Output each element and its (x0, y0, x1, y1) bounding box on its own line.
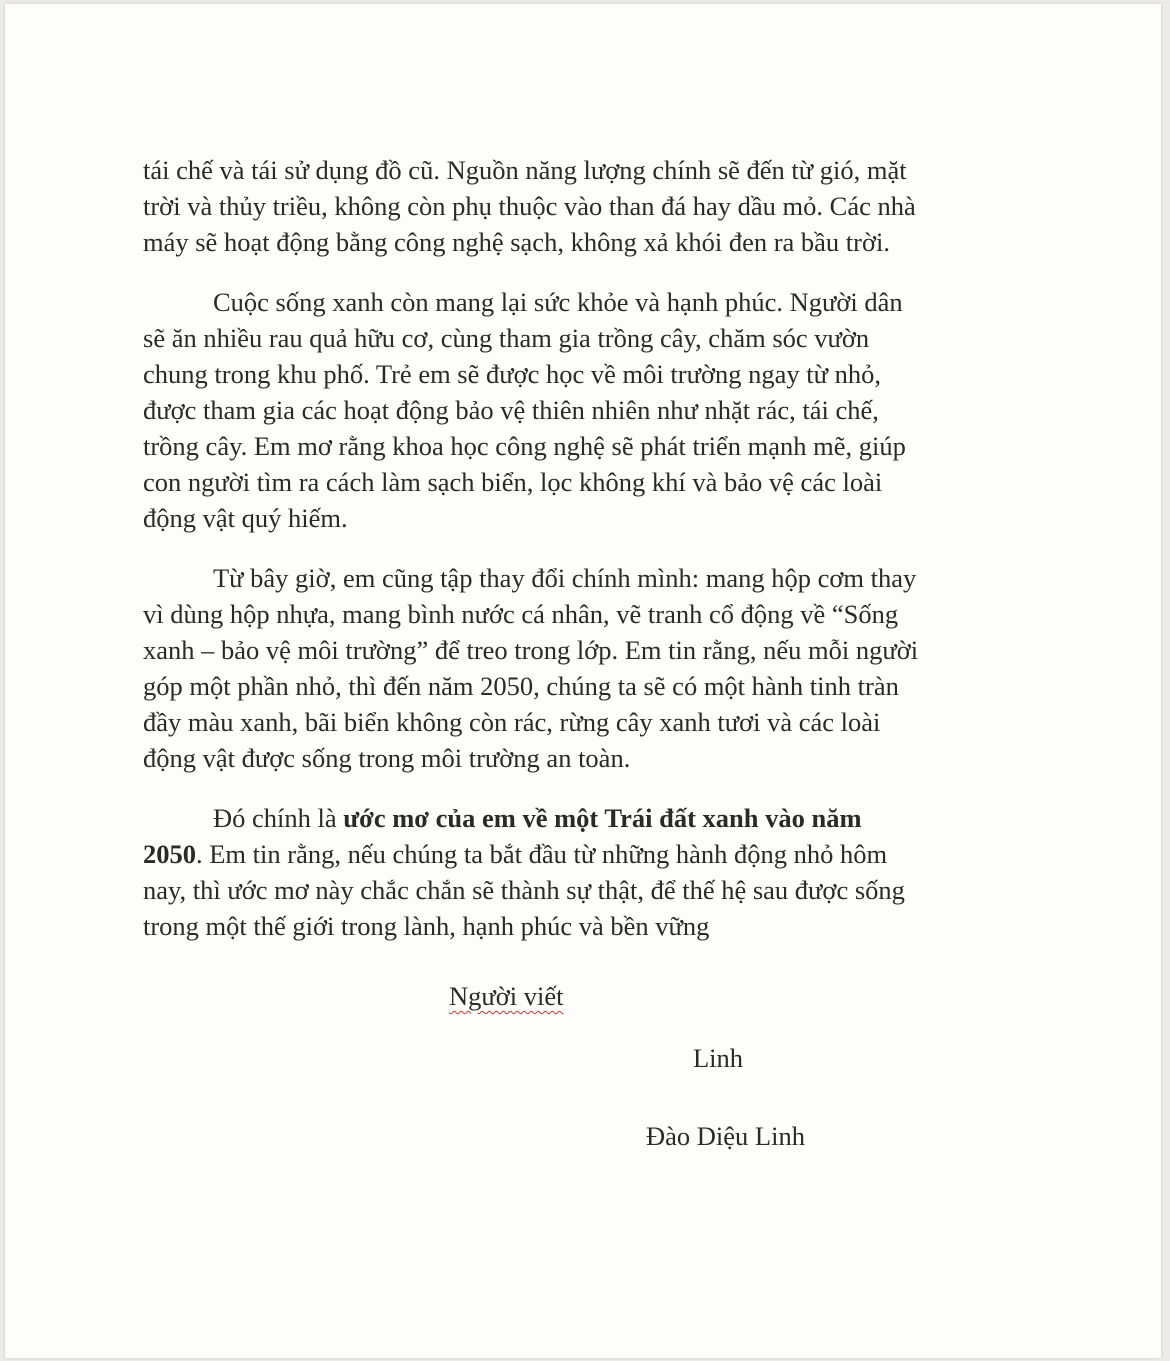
paragraph-2 (143, 284, 1043, 536)
paragraph-line: Cuộc sống xanh còn mang lại sức khỏe và hạnh phúc. Người dân (213, 287, 903, 317)
paragraph-line: Từ bây giờ, em cũng tập thay đổi chính mình: mang hộp cơm thay (213, 563, 917, 593)
essay-body (143, 152, 1043, 968)
paragraph-line: góp một phần nhỏ, thì đến năm 2050, chúng ta sẽ có một hành tinh tràn (143, 671, 899, 701)
closing-bold-phrase: ước mơ của em về một Trái đất xanh vào năm (343, 803, 862, 833)
writer-label (449, 978, 564, 1014)
closing-line-3: nay, thì ước mơ này chắc chắn sẽ thành sự thật, để thế hệ sau được sống (143, 875, 905, 905)
signature-full-name: Đào Diệu Linh (646, 1121, 805, 1151)
paragraph-line: động vật quý hiếm. (143, 503, 348, 533)
paragraph-line: động vật được sống trong môi trường an toàn. (143, 743, 631, 773)
paragraph-line: trồng cây. Em mơ rằng khoa học công nghệ sẽ phát triển mạnh mẽ, giúp (143, 431, 906, 461)
closing-line-1 (143, 800, 1043, 836)
document-page (5, 4, 1161, 1358)
closing-bold-year: 2050 (143, 839, 196, 869)
paragraph-1 (143, 152, 1043, 260)
paragraph-line: xanh – bảo vệ môi trường” để treo trong lớp. Em tin rằng, nếu mỗi người (143, 635, 919, 665)
paragraph-line: máy sẽ hoạt động bằng công nghệ sạch, không xả khói đen ra bầu trời. (143, 227, 890, 257)
closing-paragraph (143, 800, 1043, 944)
paragraph-3 (143, 560, 1043, 776)
closing-line-2 (143, 836, 1043, 872)
paragraph-line: đầy màu xanh, bãi biển không còn rác, rừng cây xanh tươi và các loài (143, 707, 881, 737)
paragraph-line: con người tìm ra cách làm sạch biển, lọc không khí và bảo vệ các loài (143, 467, 883, 497)
closing-rest: . Em tin rằng, nếu chúng ta bắt đầu từ những hành động nhỏ hôm (196, 839, 888, 869)
writer-label-text: Người viết (449, 981, 564, 1011)
paragraph-line: chung trong khu phố. Trẻ em sẽ được học về môi trường ngay từ nhỏ, (143, 359, 881, 389)
paragraph-line: vì dùng hộp nhựa, mang bình nước cá nhân, vẽ tranh cổ động về “Sống (143, 599, 899, 629)
signature-handwritten: Linh (693, 1043, 744, 1073)
paragraph-line: được tham gia các hoạt động bảo vệ thiên nhiên như nhặt rác, tái chế, (143, 395, 879, 425)
closing-prefix: Đó chính là (213, 803, 344, 833)
paragraph-line: tái chế và tái sử dụng đồ cũ. Nguồn năng lượng chính sẽ đến từ gió, mặt (143, 155, 907, 185)
closing-line-4: trong một thế giới trong lành, hạnh phúc và bền vững (143, 911, 710, 941)
paragraph-line: trời và thủy triều, không còn phụ thuộc vào than đá hay dầu mỏ. Các nhà (143, 191, 916, 221)
paragraph-line: sẽ ăn nhiều rau quả hữu cơ, cùng tham gia trồng cây, chăm sóc vườn (143, 323, 870, 353)
